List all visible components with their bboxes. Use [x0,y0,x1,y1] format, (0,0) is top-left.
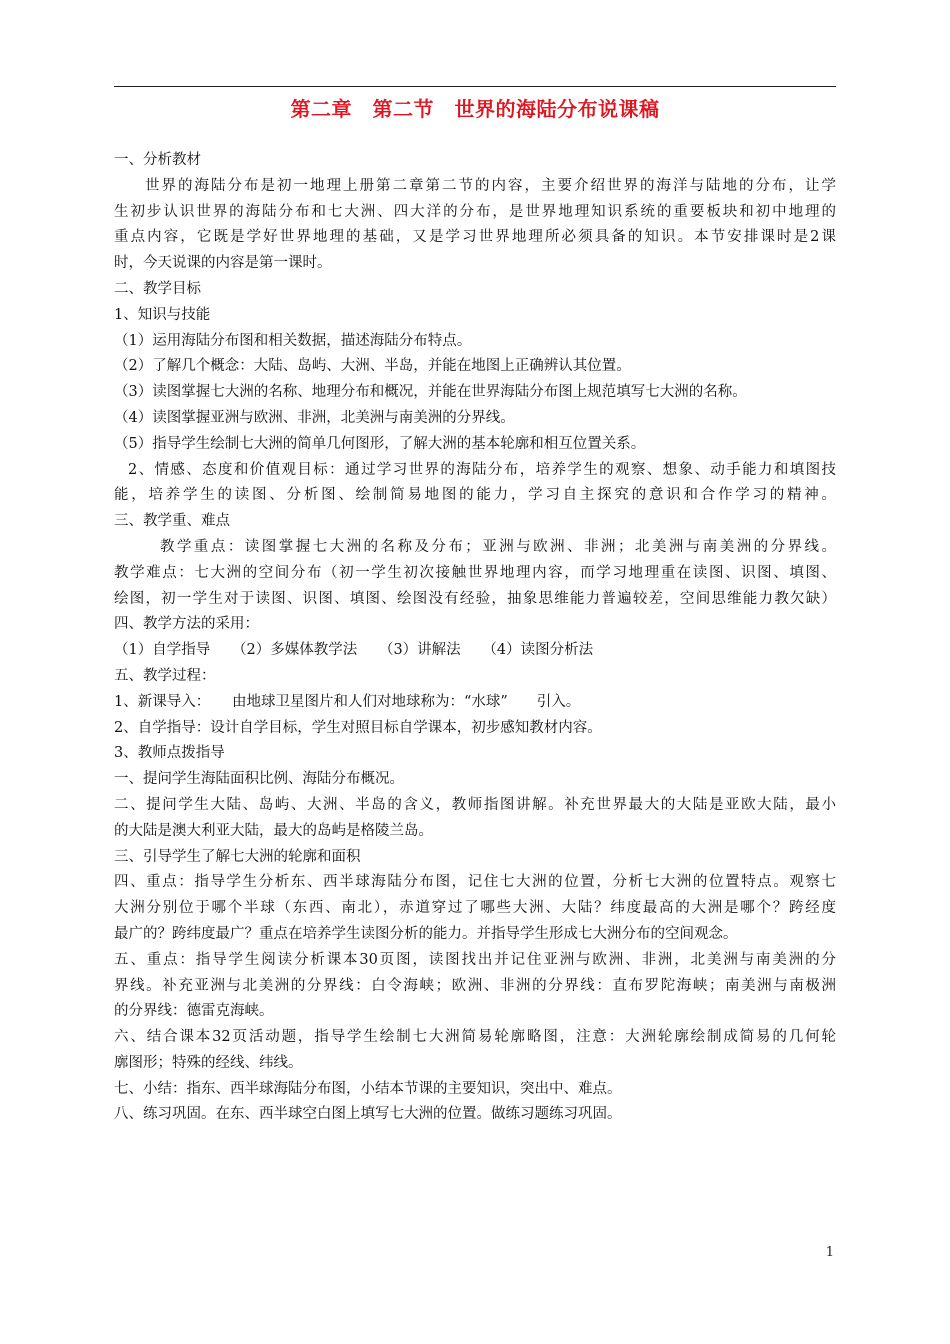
list-item: （3）读图掌握七大洲的名称、地理分布和概况，并能在世界海陆分布图上规范填写七大洲的名称。 [114,384,747,401]
paragraph-line: 2、情感、态度和价值观目标：通过学习世界的海陆分布，培养学生的观察、想象、动手能力和填图技 [128,461,836,478]
paragraph-line: 的大陆是澳大利亚大陆，最大的岛屿是格陵兰岛。 [114,822,433,839]
list-item: 三、引导学生了解七大洲的轮廓和面积 [114,848,361,865]
section-heading: 三、教学重、难点 [114,513,230,530]
section-heading: 一、分析教材 [114,152,201,168]
list-item: （2）了解几个概念：大陆、岛屿、大洲、半岛，并能在地图上正确辨认其位置。 [114,358,631,375]
paragraph-line: 生初步认识世界的海陆分布和七大洲、四大洋的分布，是世界地理知识系统的重要板块和初中地理的 [114,203,836,220]
section-heading: 二、教学目标 [114,280,201,297]
paragraph-line: 教学难点：七大洲的空间分布（初一学生初次接触世界地理内容，而学习地理重在读图、识图、填图、 [114,564,836,581]
section-heading: 五、教学过程： [114,667,216,684]
list-item: 2、自学指导：设计自学目标，学生对照目标自学课本，初步感知教材内容。 [114,719,602,736]
list-item: （5）指导学生绘制七大洲的简单几何图形，了解大洲的基本轮廓和相互位置关系。 [114,435,646,452]
paragraph-line: 二、提问学生大陆、岛屿、大洲、半岛的含义，教师指图讲解。补充世界最大的大陆是亚欧大陆，最小 [114,796,836,813]
document-title: 第二章 第二节 世界的海陆分布说课稿 [290,97,660,121]
paragraph-line: 四、重点：指导学生分析东、西半球海陆分布图，记住七大洲的位置，分析七大洲的位置特点。观察七 [114,874,836,891]
list-item: 一、提问学生海陆面积比例、海陆分布概况。 [114,771,404,788]
section-heading: 四、教学方法的采用： [114,616,259,633]
document-body [114,148,836,1128]
page-number: 1 [825,1245,834,1260]
paragraph-line: 能，培养学生的读图、分析图、绘制简易地图的能力，学习自主探究的意识和合作学习的精神。 [114,487,836,504]
list-item: 七、小结：指东、西半球海陆分布图，小结本节课的主要知识，突出中、难点。 [114,1080,622,1097]
header-rule [114,86,836,87]
paragraph-line: 最广的？跨纬度最广？重点在培养学生读图分析的能力。并指导学生形成七大洲分布的空间观念。 [114,925,738,942]
list-item: （4）读图掌握亚洲与欧洲、非洲，北美洲与南美洲的分界线。 [114,409,515,426]
list-item: 3、教师点拨指导 [114,745,225,762]
paragraph-line: 的分界线：德雷克海峡。 [114,1003,274,1020]
list-item: 1、新课导入： 由地球卫星图片和人们对地球称为：“水球” 引入。 [114,693,581,710]
paragraph-line: 时，今天说课的内容是第一课时。 [114,255,332,272]
list-item: （1）自学指导 （2）多媒体教学法 （3）讲解法 （4）读图分析法 [114,642,594,659]
paragraph-line: 世界的海陆分布是初一地理上册第二章第二节的内容，主要介绍世界的海洋与陆地的分布，让学 [145,177,836,194]
subsection-heading: 1、知识与技能 [114,306,211,323]
paragraph-line: 界线。补充亚洲与北美洲的分界线：白令海峡；欧洲、非洲的分界线：直布罗陀海峡；南美洲与南极洲 [114,977,836,994]
paragraph-line: 大洲分别位于哪个半球（东西、南北），赤道穿过了哪些大洲、大陆？纬度最高的大洲是哪个？跨经度 [114,900,836,917]
paragraph-line: 廓图形；特殊的经线、纬线。 [114,1054,303,1071]
list-item: 八、练习巩固。在东、西半球空白图上填写七大洲的位置。做练习题练习巩固。 [114,1106,622,1123]
paragraph-line: 五、重点：指导学生阅读分析课本30页图，读图找出并记住亚洲与欧洲、非洲，北美洲与南美洲的分 [114,951,836,968]
paragraph-line: 六、结合课本32页活动题，指导学生绘制七大洲简易轮廓略图，注意：大洲轮廓绘制成简易的几何轮 [114,1029,836,1046]
paragraph-line: 教学重点：读图掌握七大洲的名称及分布；亚洲与欧洲、非洲；北美洲与南美洲的分界线。 [160,538,836,555]
list-item: （1）运用海陆分布图和相关数据，描述海陆分布特点。 [114,332,472,349]
paragraph-line: 重点内容，它既是学好世界地理的基础，又是学习世界地理所必须具备的知识。本节安排课时是2课 [114,229,836,246]
paragraph-line: 绘图，初一学生对于读图、识图、填图、绘图没有经验，抽象思维能力普遍较差，空间思维能力教欠缺） [114,590,836,607]
